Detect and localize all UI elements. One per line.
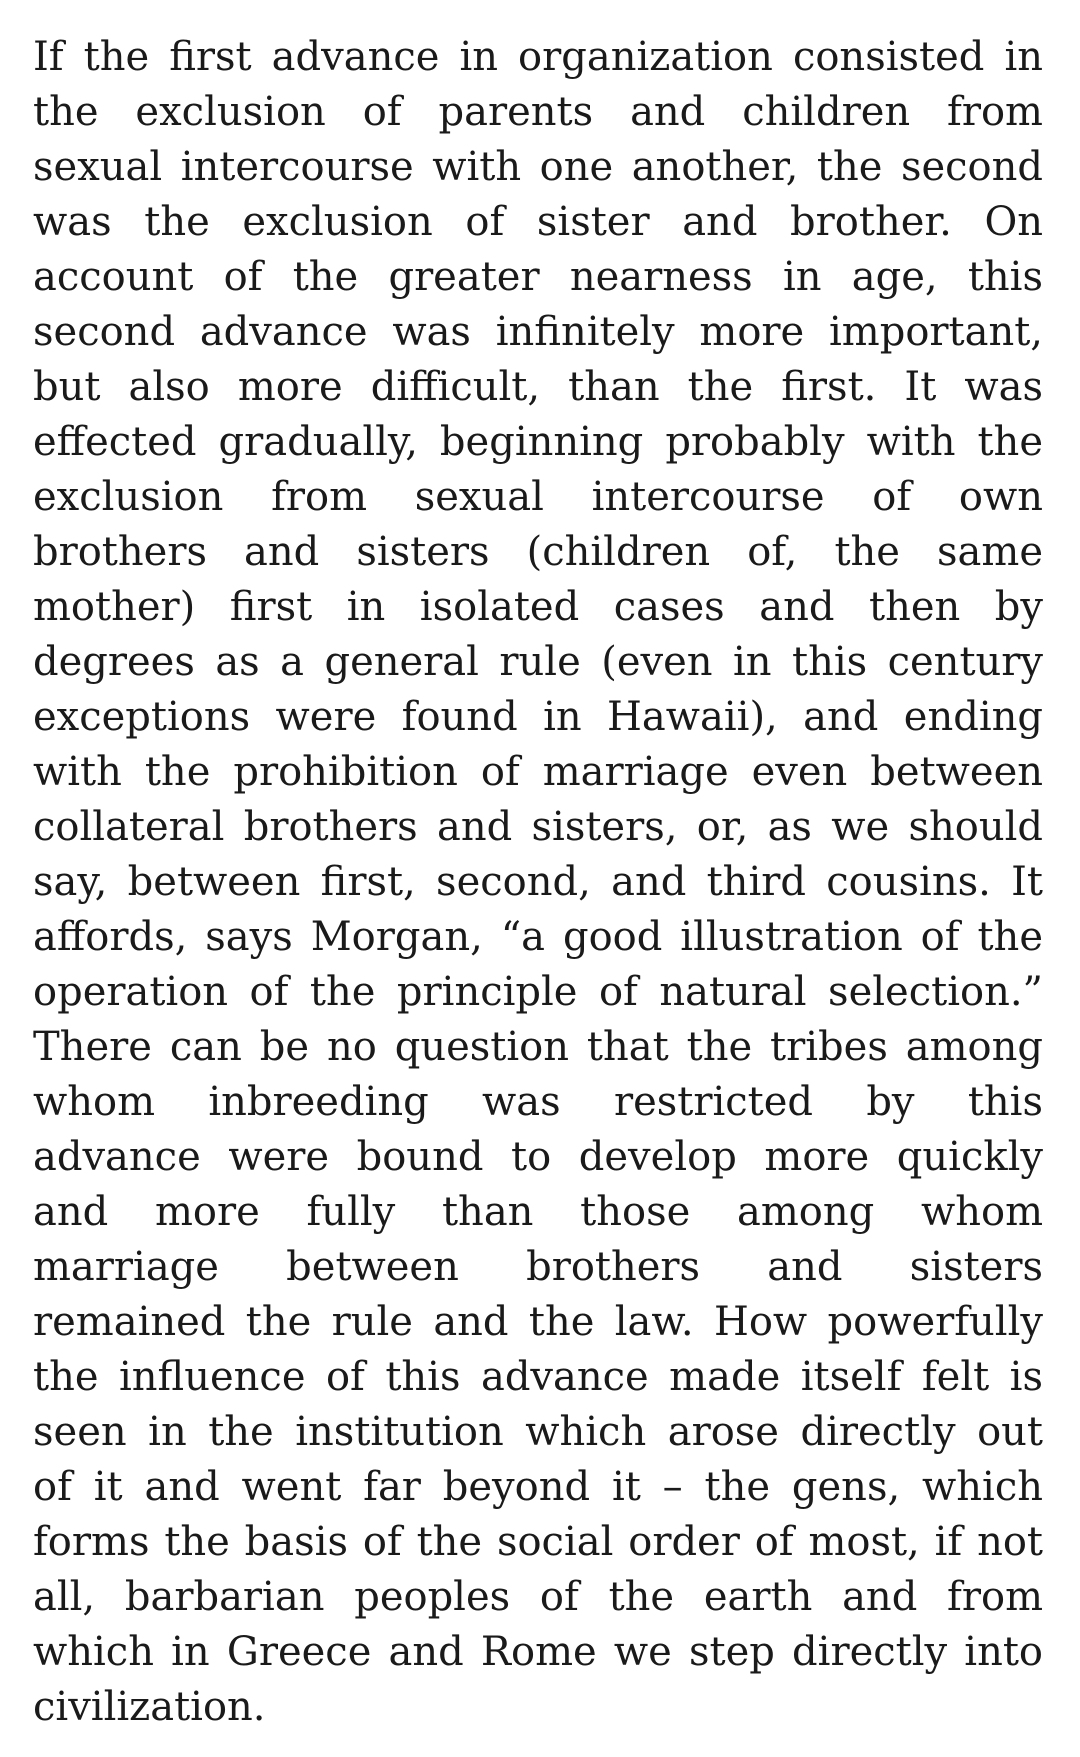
text-line: account of the greater nearness in age, this [33,254,1043,300]
text-line: whom inbreeding was restricted by this [33,1079,1043,1125]
text-line: seen in the institution which arose directly out [33,1409,1043,1455]
text-line: second advance was infinitely more important, [33,309,1043,355]
text-line: and more fully than those among whom [33,1189,1043,1235]
text-line: remained the rule and the law. How powerfully [33,1299,1043,1345]
text-line: affords, says Morgan, “a good illustration of the [33,914,1043,960]
body-paragraph [33,30,1043,1735]
text-line: If the first advance in organization consisted in [33,34,1043,80]
text-line: degrees as a general rule (even in this century [33,639,1043,685]
text-line: There can be no question that the tribes among [33,1024,1043,1070]
text-line: effected gradually, beginning probably with the [33,419,1043,465]
text-line: brothers and sisters (children of, the same [33,529,1043,575]
text-line: civilization. [33,1684,266,1730]
reader-page [33,30,1043,1735]
text-line: forms the basis of the social order of most, if not [33,1519,1043,1565]
text-line: with the prohibition of marriage even between [33,749,1043,795]
text-line: the influence of this advance made itself felt is [33,1354,1043,1400]
text-line: say, between first, second, and third cousins. It [33,859,1043,905]
text-line: of it and went far beyond it – the gens, which [33,1464,1043,1510]
text-line: which in Greece and Rome we step directly into [33,1629,1043,1675]
text-line: sexual intercourse with one another, the second [33,144,1043,190]
text-line: operation of the principle of natural selection.” [33,969,1043,1015]
text-line: was the exclusion of sister and brother. On [33,199,1043,245]
text-line: collateral brothers and sisters, or, as we should [33,804,1043,850]
text-line: marriage between brothers and sisters [33,1244,1043,1290]
text-line: exclusion from sexual intercourse of own [33,474,1043,520]
text-line: exceptions were found in Hawaii), and ending [33,694,1043,740]
text-line: mother) first in isolated cases and then by [33,584,1043,630]
text-line: all, barbarian peoples of the earth and from [33,1574,1043,1620]
text-line: advance were bound to develop more quickly [33,1134,1043,1180]
text-line: but also more difficult, than the first. It was [33,364,1043,410]
text-line: the exclusion of parents and children from [33,89,1043,135]
